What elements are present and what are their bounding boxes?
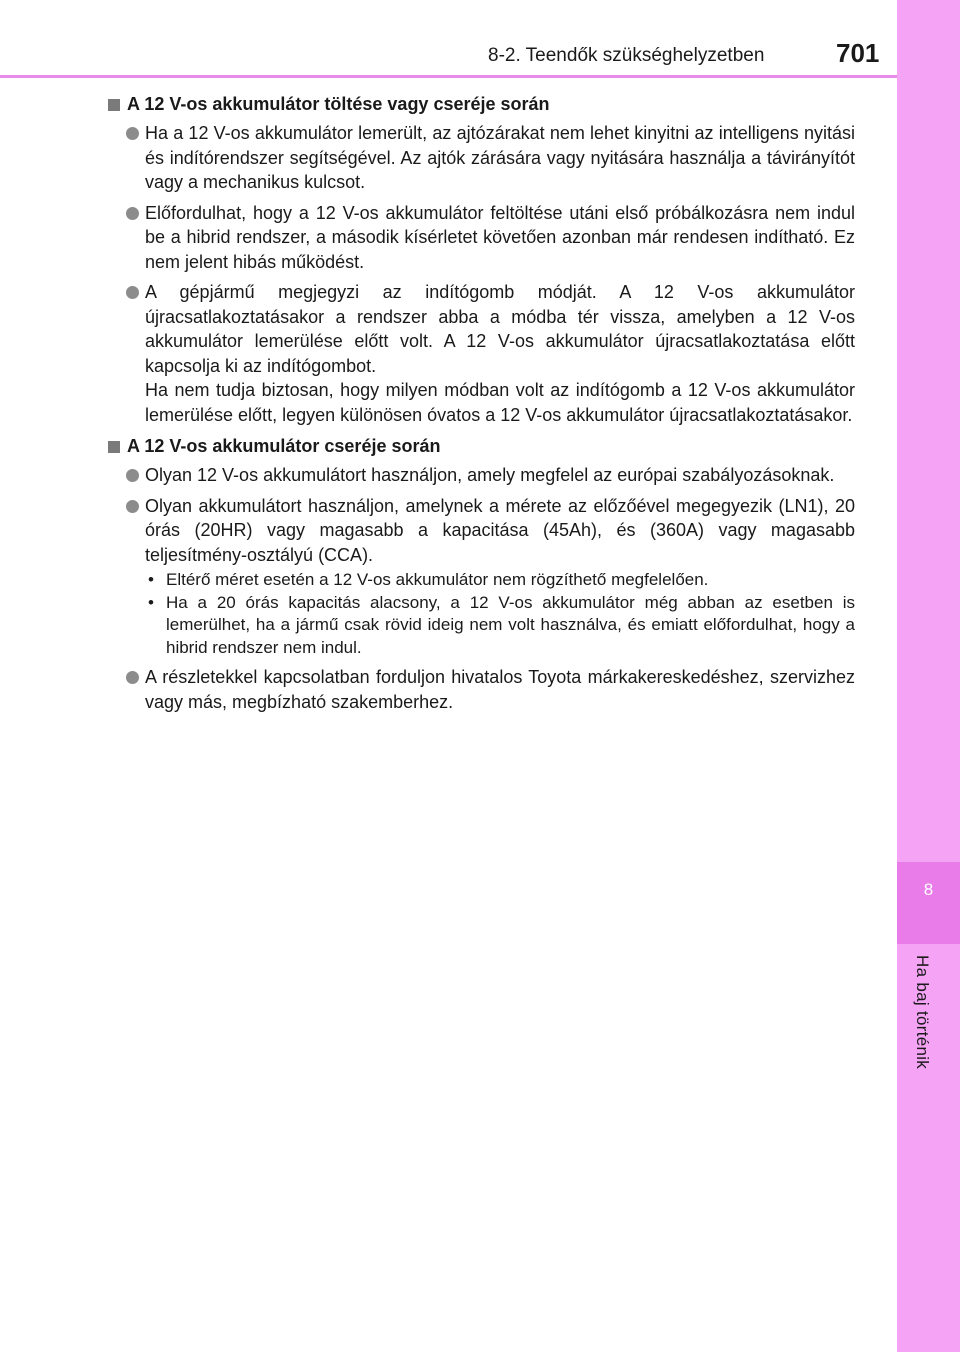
square-bullet-icon (108, 99, 120, 111)
circle-bullet-icon (126, 671, 139, 684)
chapter-number-box (897, 862, 960, 944)
list-item-text: Előfordulhat, hogy a 12 V-os akkumulátor feltöltése utáni első próbálkozásra nem indul be a hibrid rendszer, a második kísérletet követően azonban már rendesen indítható. Ez nem jelent hibás működést. (145, 202, 855, 272)
list-item-text: A gépjármű megjegyzi az indítógomb módját. A 12 V-os akkumulátor újracsatlakoztatásakor a rendszer abba a módba tér vissza, amelyben a 12 V-os akkumulátor lemerülése előtt volt. A 12 V-os akkumulátor újracsatlakoztatása előtt kapcsolja ki az indítógombot. (145, 282, 855, 376)
chapter-number: 8 (923, 880, 934, 899)
header-divider (0, 75, 897, 78)
circle-bullet-icon (126, 500, 139, 513)
sub-list-item (145, 592, 855, 660)
side-tab-strip (897, 0, 960, 1352)
list-item (108, 280, 855, 427)
list-item-text: Ha a 12 V-os akkumulátor lemerült, az ajtózárakat nem lehet kinyitni az intelligens nyitási és indítórendszer segítségével. Az ajtók zárására vagy nyitására használja a távirányítót vagy a mechanikus kulcsot. (145, 123, 855, 192)
list-item (108, 121, 855, 195)
section-title: 8-2. Teendők szükséghelyzetben (488, 45, 765, 66)
page-content (108, 88, 855, 720)
sub-bullet: • (148, 592, 154, 612)
page-number: 701 (836, 38, 880, 68)
list-item (108, 665, 855, 714)
list-item (108, 494, 855, 660)
list-item (108, 201, 855, 275)
sub-list-item (145, 569, 855, 592)
square-bullet-icon (108, 441, 120, 453)
circle-bullet-icon (126, 127, 139, 140)
chapter-title: Ha baj történik (913, 955, 932, 1070)
section-heading (108, 433, 855, 459)
list-item-text: A részletekkel kapcsolatban forduljon hivatalos Toyota márkakereskedéshez, szervizhez vagy más, megbízható szakemberhez. (145, 667, 855, 712)
section-heading (108, 91, 855, 117)
sub-list-item-text: Ha a 20 órás kapacitás alacsony, a 12 V-os akkumulátor még abban az esetben is lemerülhet, ha a jármű csak rövid ideig nem volt használva, és emiatt előfordulhat, hogy a hibrid rendszer nem indul. (166, 592, 855, 657)
list-item-note: Ha nem tudja biztosan, hogy milyen módban volt az indítógomb a 12 V-os akkumulátor lemerülése előtt, legyen különösen óvatos a 12 V-os akkumulátor újracsatlakoztatásakor. (145, 380, 855, 425)
section-heading-text: A 12 V-os akkumulátor töltése vagy cseréje során (127, 94, 550, 114)
sub-list (145, 569, 855, 659)
list-item-text: Olyan akkumulátort használjon, amelynek a mérete az előzőével megegyezik (LN1), 20 órás (20HR) vagy magasabb a kapacitása (45Ah), és (360A) vagy magasabb teljesítmény-osztályú (CCA). (145, 495, 855, 565)
list-item-text: Olyan 12 V-os akkumulátort használjon, amely megfelel az európai szabályozásoknak. (145, 465, 835, 485)
list-item (108, 463, 855, 488)
circle-bullet-icon (126, 207, 139, 220)
section-heading-text: A 12 V-os akkumulátor cseréje során (127, 436, 441, 456)
sub-bullet: • (148, 570, 154, 589)
circle-bullet-icon (126, 286, 139, 299)
circle-bullet-icon (126, 469, 139, 482)
sub-list-item-text: Eltérő méret esetén a 12 V-os akkumulátor nem rögzíthető megfelelően. (166, 570, 709, 589)
